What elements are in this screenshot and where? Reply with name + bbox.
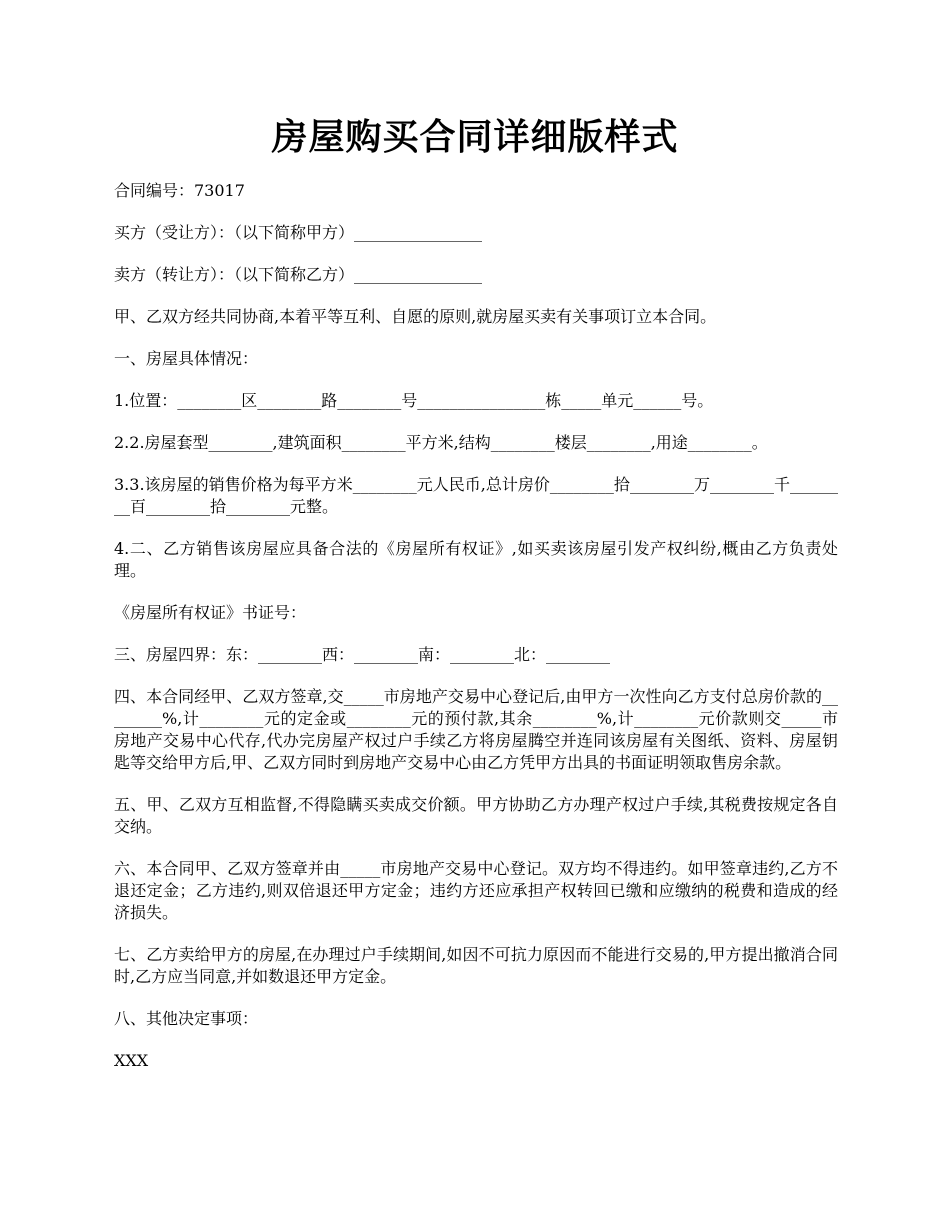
other-matters-heading: 八、其他决定事项： xyxy=(114,1009,259,1028)
property-type: 2.2.房屋套型________,建筑面积________平方米,结构________楼层________,用途________。 xyxy=(114,433,768,452)
preamble-paragraph: 甲、乙双方经共同协商,本着平等互利、自愿的原则,就房屋买卖有关事项订立本合同。 xyxy=(114,307,717,326)
boundaries-clause: 三、房屋四界：东：________西：________南：________北：________ xyxy=(114,645,611,664)
property-price: 3.3.该房屋的销售价格为每平方米________元人民币,总计房价________拾________万________千________百________拾________元整。 xyxy=(114,475,838,516)
seller-line: 卖方（转让方）：（以下简称乙方）________________ xyxy=(114,265,483,284)
document-body xyxy=(114,180,838,1092)
force-majeure-clause: 七、乙方卖给甲方的房屋,在办理过户手续期间,如因不可抗力原因而不能进行交易的,甲方提出撤消合同时,乙方应当同意,并如数退还甲方定金。 xyxy=(114,945,838,986)
payment-clause: 四、本合同经甲、乙双方签章,交_____市房地产交易中心登记后,由甲方一次性向乙方支付总房价款的________%,计________元的定金或________元的预付款,其余________%,计________元价款则交_____市房地产交易中心代存,代办完房屋产权过户手续乙方将房屋腾空并连同该房屋有关图纸、资料、房屋钥匙等交给甲方后,甲、乙双方同时到房地产交易中心由乙方凭甲方出具的书面证明领取售房余款。 xyxy=(114,687,838,772)
buyer-line: 买方（受让方）：（以下简称甲方）________________ xyxy=(114,223,483,242)
section-heading-property: 一、房屋具体情况： xyxy=(114,349,259,368)
property-location: 1.位置：________区________路________号________________栋_____单元______号。 xyxy=(114,391,714,410)
placeholder-text: XXX xyxy=(114,1051,149,1070)
contract-number: 合同编号：73017 xyxy=(114,181,245,200)
breach-clause: 六、本合同甲、乙双方签章并由_____市房地产交易中心登记。双方均不得违约。如甲签章违约,乙方不退还定金；乙方违约,则双倍退还甲方定金；违约方还应承担产权转回已缴和应缴纳的税费和造成的经济损失。 xyxy=(114,859,838,922)
certificate-number-line: 《房屋所有权证》书证号： xyxy=(114,603,307,622)
document-title: 房屋购买合同详细版样式 xyxy=(271,116,679,158)
supervision-clause: 五、甲、乙双方互相监督,不得隐瞒买卖成交价额。甲方协助乙方办理产权过户手续,其税费按规定各自交纳。 xyxy=(114,795,838,836)
ownership-certificate-clause: 4.二、乙方销售该房屋应具备合法的《房屋所有权证》,如买卖该房屋引发产权纠纷,概由乙方负责处理。 xyxy=(114,539,838,580)
